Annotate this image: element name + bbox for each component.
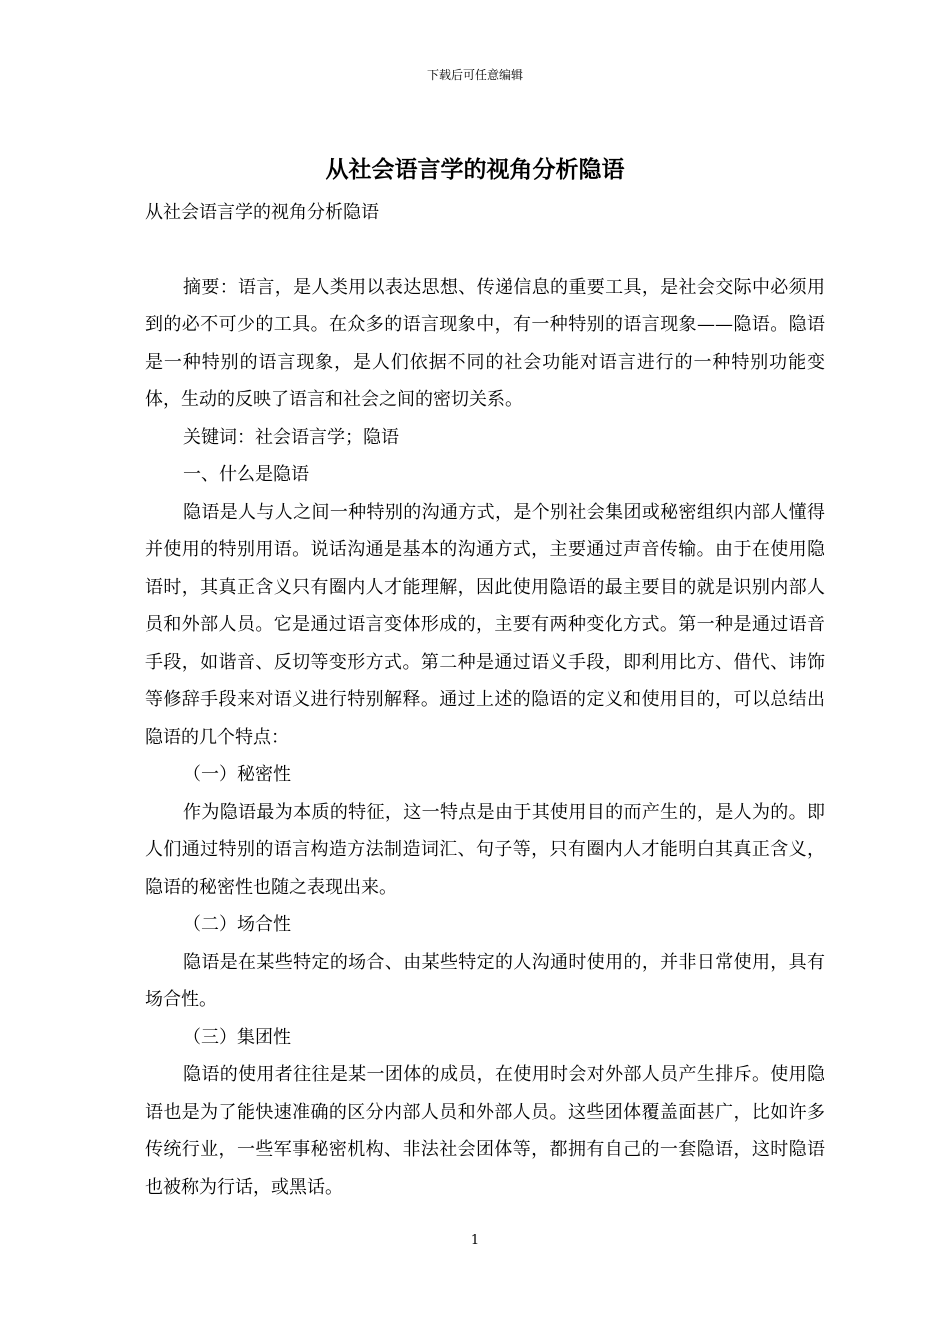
section-1-paragraph: 隐语是人与人之间一种特别的沟通方式，是个别社会集团或秘密组织内部人懂得并使用的特别用语。说话沟通是基本的沟通方式，主要通过声音传输。由于在使用隐语时，其真正含义只有圈内人才能理解，因此使用隐语的最主要目的就是识别内部人员和外部人员。它是通过语言变体形成的，主要有两种变化方式。第一种是通过语音手段，如谐音、反切等变形方式。第二种是通过语义手段，即利用比方、借代、讳饰等修辞手段来对语义进行特别解释。通过上述的隐语的定义和使用目的，可以总结出隐语的几个特点： (145, 501, 825, 748)
point-heading-secrecy: （一）秘密性 (183, 764, 291, 785)
point-paragraph-secrecy: 作为隐语最为本质的特征，这一特点是由于其使用目的而产生的，是人为的。即人们通过特别的语言构造方法制造词汇、句子等，只有圈内人才能明白其真正含义，隐语的秘密性也随之表现出来。 (145, 801, 825, 898)
page-number: 1 (470, 1233, 480, 1248)
section-heading-1: 一、什么是隐语 (183, 464, 309, 485)
subtitle: 从社会语言学的视角分析隐语 (145, 202, 379, 223)
document-body (145, 194, 825, 1206)
point-paragraph-group: 隐语的使用者往往是某一团体的成员，在使用时会对外部人员产生排斥。使用隐语也是为了能快速准确的区分内部人员和外部人员。这些团体覆盖面甚广，比如许多传统行业，一些军事秘密机构、非法社会团体等，都拥有自己的一套隐语，这时隐语也被称为行话，或黑话。 (145, 1064, 825, 1198)
document-title: 从社会语言学的视角分析隐语 (325, 156, 625, 183)
point-paragraph-occasion: 隐语是在某些特定的场合、由某些特定的人沟通时使用的，并非日常使用，具有场合性。 (145, 951, 825, 1010)
header-note: 下载后可任意编辑 (426, 68, 523, 82)
point-heading-occasion: （二）场合性 (183, 914, 291, 935)
abstract-paragraph: 摘要：语言，是人类用以表达思想、传递信息的重要工具，是社会交际中必须用到的必不可少的工具。在众多的语言现象中，有一种特别的语言现象——隐语。隐语是一种特别的语言现象，是人们依据不同的社会功能对语言进行的一种特别功能变体，生动的反映了语言和社会之间的密切关系。 (145, 276, 825, 410)
point-heading-group: （三）集团性 (183, 1026, 291, 1048)
keywords-line: 关键词：社会语言学；隐语 (183, 426, 399, 448)
